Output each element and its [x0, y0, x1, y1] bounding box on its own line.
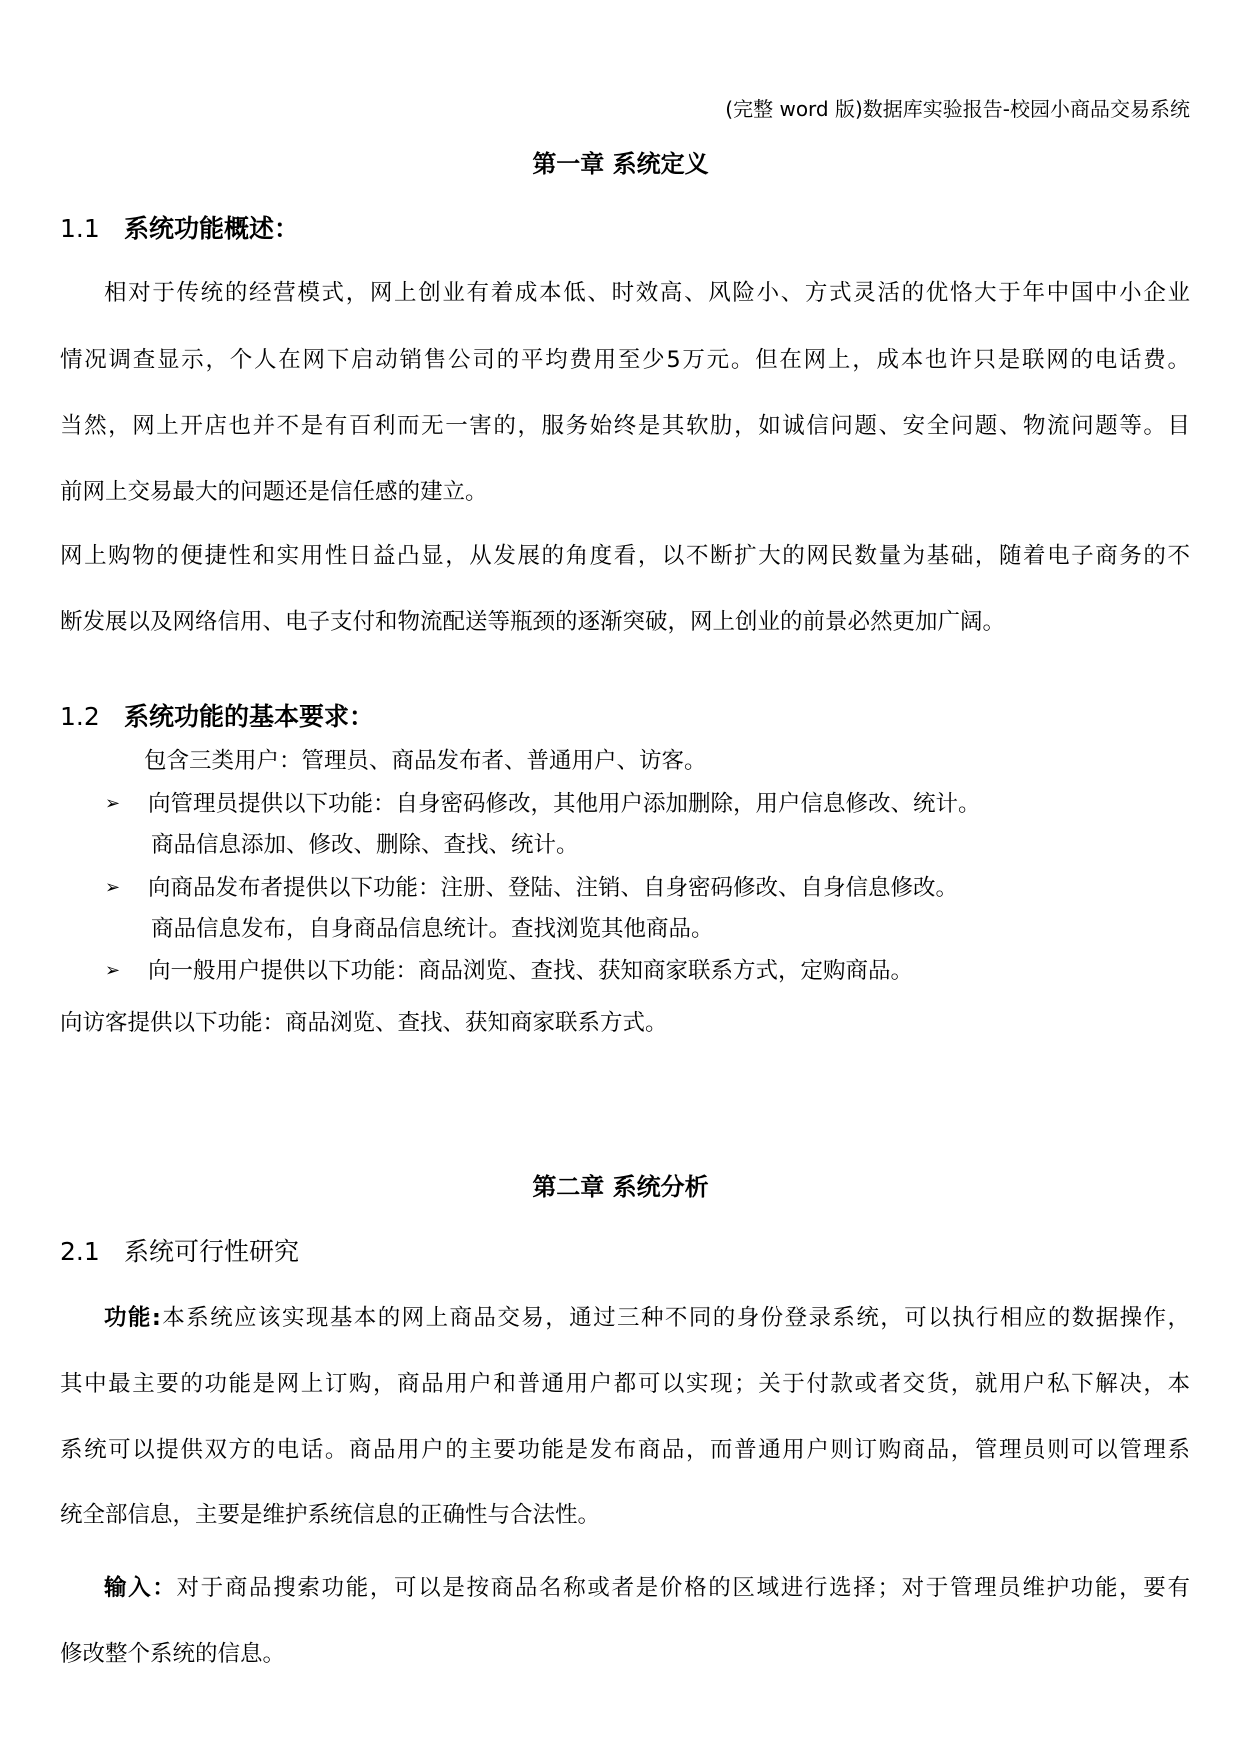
user-types-line: 包含三类用户：管理员、商品发布者、普通用户、访客。 — [144, 748, 707, 774]
paragraph-line: 其中最主要的功能是网上订购，商品用户和普通用户都可以实现；关于付款或者交货，就用户私下解决，本 — [60, 1371, 1190, 1397]
section-number: 1.1 — [60, 214, 100, 243]
paragraph-line — [104, 1303, 1190, 1333]
paragraph-line: 网上购物的便捷性和实用性日益凸显，从发展的角度看，以不断扩大的网民数量为基础，随着电子商务的不 — [60, 543, 1190, 569]
paragraph-line: 相对于传统的经营模式，网上创业有着成本低、时效高、风险小、方式灵活的优恪大于年中国中小企业 — [104, 280, 1190, 306]
section-1-1-heading — [60, 213, 299, 245]
section-1-2-heading — [60, 701, 374, 733]
section-title: 系统功能的基本要求： — [124, 702, 375, 731]
paragraph-line: 情况调查显示，个人在网下启动销售公司的平均费用至少5万元。但在网上，成本也许只是联网的电话费。 — [60, 347, 1190, 373]
paragraph-line: 断发展以及网络信用、电子支付和物流配送等瓶颈的逐渐突破，网上创业的前景必然更加广阔。 — [60, 609, 1006, 635]
paragraph-line: 前网上交易最大的问题还是信任感的建立。 — [60, 479, 488, 505]
arrow-bullet-icon: ➢ — [105, 877, 121, 898]
arrow-bullet-icon: ➢ — [105, 960, 121, 981]
section-title: 系统功能概述： — [124, 214, 300, 243]
paragraph-line: 统全部信息，主要是维护系统信息的正确性与合法性。 — [60, 1502, 601, 1528]
section-2-1-heading — [60, 1236, 299, 1268]
page-header: (完整 word 版)数据库实验报告-校园小商品交易系统 — [725, 97, 1190, 121]
paragraph-line: 系统可以提供双方的电话。商品用户的主要功能是发布商品，而普通用户则订购商品，管理员则可以管理系 — [60, 1437, 1190, 1463]
function-label: 功能: — [104, 1305, 161, 1331]
publisher-functions: 向商品发布者提供以下功能：注册、登陆、注销、自身密码修改、自身信息修改。 — [148, 875, 959, 901]
input-text: 对于商品搜索功能，可以是按商品名称或者是价格的区域进行选择；对于管理员维护功能，要有 — [176, 1575, 1190, 1601]
function-text: 本系统应该实现基本的网上商品交易，通过三种不同的身份登录系统，可以执行相应的数据操作， — [160, 1305, 1190, 1331]
admin-functions-cont: 商品信息添加、修改、删除、查找、统计。 — [151, 832, 579, 858]
arrow-bullet-icon: ➢ — [105, 793, 121, 814]
admin-functions: 向管理员提供以下功能：自身密码修改，其他用户添加删除，用户信息修改、统计。 — [148, 791, 981, 817]
visitor-functions: 向访客提供以下功能：商品浏览、查找、获知商家联系方式。 — [60, 1010, 668, 1036]
chapter-1-title: 第一章 系统定义 — [532, 150, 709, 178]
publisher-functions-cont: 商品信息发布，自身商品信息统计。查找浏览其他商品。 — [151, 916, 714, 942]
chapter-2-title: 第二章 系统分析 — [532, 1173, 709, 1201]
section-title: 系统可行性研究 — [124, 1237, 300, 1266]
section-number: 1.2 — [60, 702, 100, 731]
paragraph-line: 当然，网上开店也并不是有百利而无一害的，服务始终是其软肋，如诚信问题、安全问题、物流问题等。目 — [60, 413, 1190, 439]
paragraph-line: 修改整个系统的信息。 — [60, 1641, 286, 1667]
paragraph-line — [104, 1573, 1190, 1603]
input-label: 输入： — [104, 1575, 177, 1601]
section-number: 2.1 — [60, 1237, 100, 1266]
user-functions: 向一般用户提供以下功能：商品浏览、查找、获知商家联系方式，定购商品。 — [148, 958, 914, 984]
